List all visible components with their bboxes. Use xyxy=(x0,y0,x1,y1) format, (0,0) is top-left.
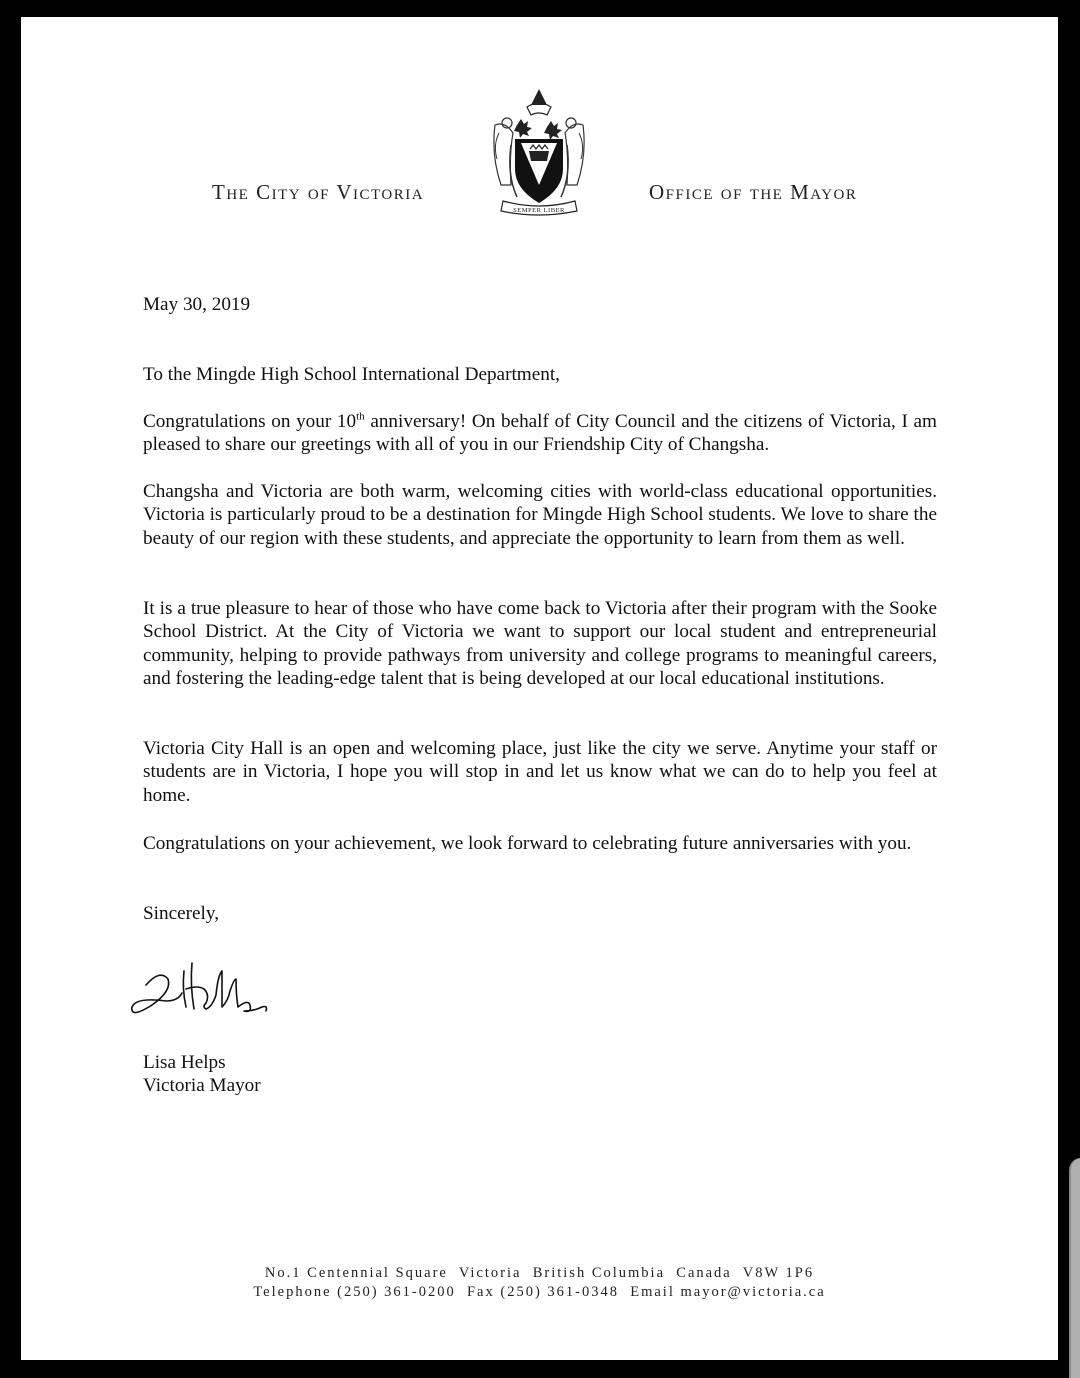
letterhead-city-title: The City of Victoria xyxy=(212,180,425,204)
letter-page xyxy=(21,17,1058,1360)
signer-block xyxy=(143,1051,937,1098)
footer-address: No.1 Centennial Square Victoria British Columbia Canada V8W 1P6 xyxy=(264,1265,815,1281)
letter-footer xyxy=(21,1264,1058,1302)
signer-name: Lisa Helps xyxy=(143,1052,226,1073)
ordinal-suffix: th xyxy=(356,410,365,423)
footer-contact: Telephone (250) 361-0200 Fax (250) 361-0348 Email mayor@victoria.ca xyxy=(253,1284,826,1300)
city-crest-logo xyxy=(487,85,591,217)
letter-paragraph-2 xyxy=(143,480,937,550)
paragraph-3-text: It is a true pleasure to hear of those who have come back to Victoria after their program with the Sooke School District. At the City of Victoria we want to support our local student and entrepreneurial community, helping to provide pathways from university and college programs to meaningful careers, and fostering the leading-edge talent that is being developed at our local educational institutions. xyxy=(143,598,937,690)
letter-date: May 30, 2019 xyxy=(143,294,251,315)
letter-paragraph-5 xyxy=(143,832,937,855)
paragraph-5-text: Congratulations on your achievement, we look forward to celebrating future anniversaries with you. xyxy=(143,833,912,854)
paragraph-1-rest: anniversary! On behalf of City Council and the citizens of Victoria, I am pleased to share our greetings with all of you in our Friendship City of Changsha. xyxy=(143,411,937,456)
handwritten-signature xyxy=(126,945,286,1025)
letter-closing: Sincerely, xyxy=(143,903,220,924)
scrollbar-handle[interactable] xyxy=(1069,1158,1080,1378)
paragraph-1-start: Congratulations on your 10 xyxy=(143,411,357,432)
svg-text:SEMPER LIBER: SEMPER LIBER xyxy=(513,207,565,214)
paragraph-2-text: Changsha and Victoria are both warm, welcoming cities with world-class educational opportunities. Victoria is particularly proud to be a destination for Mingde High School students. We love to share the beauty of our region with these students, and appreciate the opportunity to learn from them as well. xyxy=(143,481,937,549)
letterhead-office-title: Office of the Mayor xyxy=(649,180,858,204)
paragraph-4-text: Victoria City Hall is an open and welcoming place, just like the city we serve. Anytime your staff or students are in Victoria, I hope you will stop in and let us know what we can do to help you feel at home. xyxy=(143,738,937,806)
letter-paragraph-4 xyxy=(143,737,937,807)
letter-paragraph-3 xyxy=(143,597,937,691)
letter-paragraph-1 xyxy=(143,410,937,457)
letter-salutation: To the Mingde High School International Department, xyxy=(143,364,560,385)
signer-title: Victoria Mayor xyxy=(143,1075,261,1097)
